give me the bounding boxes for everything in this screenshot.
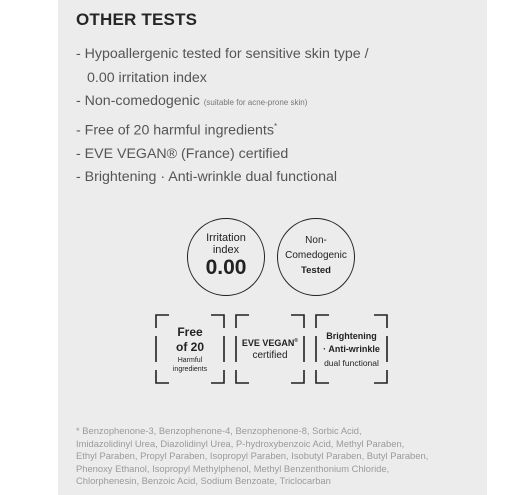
- irritation-index-badge: [187, 218, 265, 296]
- badge-text: Tested: [301, 265, 331, 276]
- list-item-free-of-20: [76, 115, 476, 143]
- badge-text: index: [212, 244, 240, 256]
- badge-text: Free: [177, 325, 203, 339]
- badge-text: Irritation: [206, 232, 246, 244]
- list-item-note: (suitable for acne-prone skin): [203, 98, 308, 107]
- list-item-text: 0.00 irritation index: [87, 69, 207, 86]
- badge-text: certified: [252, 350, 288, 361]
- list-item-text: - Free of 20 harmful ingredients: [76, 122, 274, 139]
- list-item-hypoallergenic: [76, 43, 476, 67]
- badge-text: Comedogenic: [285, 250, 347, 261]
- badge-text: dual functional: [324, 358, 379, 368]
- footnote-line: Imidazolidinyl Urea, Diazolidinyl Urea, P-hydroxybenzoic Acid, Methyl Paraben,: [76, 437, 405, 449]
- badge-value: 0.00: [205, 256, 247, 279]
- tests-list: [76, 43, 476, 190]
- footnote-line: Ethyl Paraben, Propyl Paraben, Isopropyl Paraben, Isobutyl Paraben, Butyl Paraben,: [76, 450, 429, 462]
- badge-text: Brightening: [326, 331, 377, 341]
- free-of-20-badge: [155, 314, 225, 384]
- list-item-brightening: [76, 166, 476, 190]
- list-item-hypoallergenic-continued: [76, 67, 476, 91]
- list-item-text: - Brightening · Anti-wrinkle dual functional: [76, 169, 338, 186]
- non-comedogenic-badge: [277, 218, 355, 296]
- badge-text: Non-: [305, 235, 327, 246]
- footnote-line: * Benzophenone-3, Benzophenone-4, Benzophenone-8, Sorbic Acid,: [76, 425, 362, 436]
- footnote-line: Chlorphenesin, Benzoic Acid, Sodium Benzoate, Triclocarban: [76, 475, 331, 487]
- list-item-text: - Hypoallergenic tested for sensitive skin type /: [76, 46, 369, 62]
- footnote-line: Phenoxy Ethanol, Isopropyl Methylphenol, Methyl Benzenthonium Chloride,: [76, 462, 390, 474]
- list-item-text: - Non-comedogenic: [76, 93, 200, 109]
- list-item-text: - EVE VEGAN® (France) certified: [76, 145, 289, 162]
- bracket-frame-icon: [235, 314, 305, 384]
- badge-text: EVE VEGAN®: [241, 338, 299, 348]
- badge-text: ingredients: [172, 366, 208, 373]
- brightening-badge: [315, 314, 388, 384]
- eve-vegan-badge: [235, 314, 305, 384]
- list-item-non-comedogenic: [76, 90, 476, 115]
- footnote-marker: *: [273, 121, 278, 131]
- badge-text: of 20: [175, 340, 204, 354]
- section-title: OTHER TESTS: [76, 10, 198, 29]
- badge-text: · Anti-wrinkle: [323, 344, 380, 354]
- badge-text: Harmful: [177, 357, 203, 364]
- list-item-eve-vegan: [76, 143, 476, 167]
- footnote: [76, 425, 486, 488]
